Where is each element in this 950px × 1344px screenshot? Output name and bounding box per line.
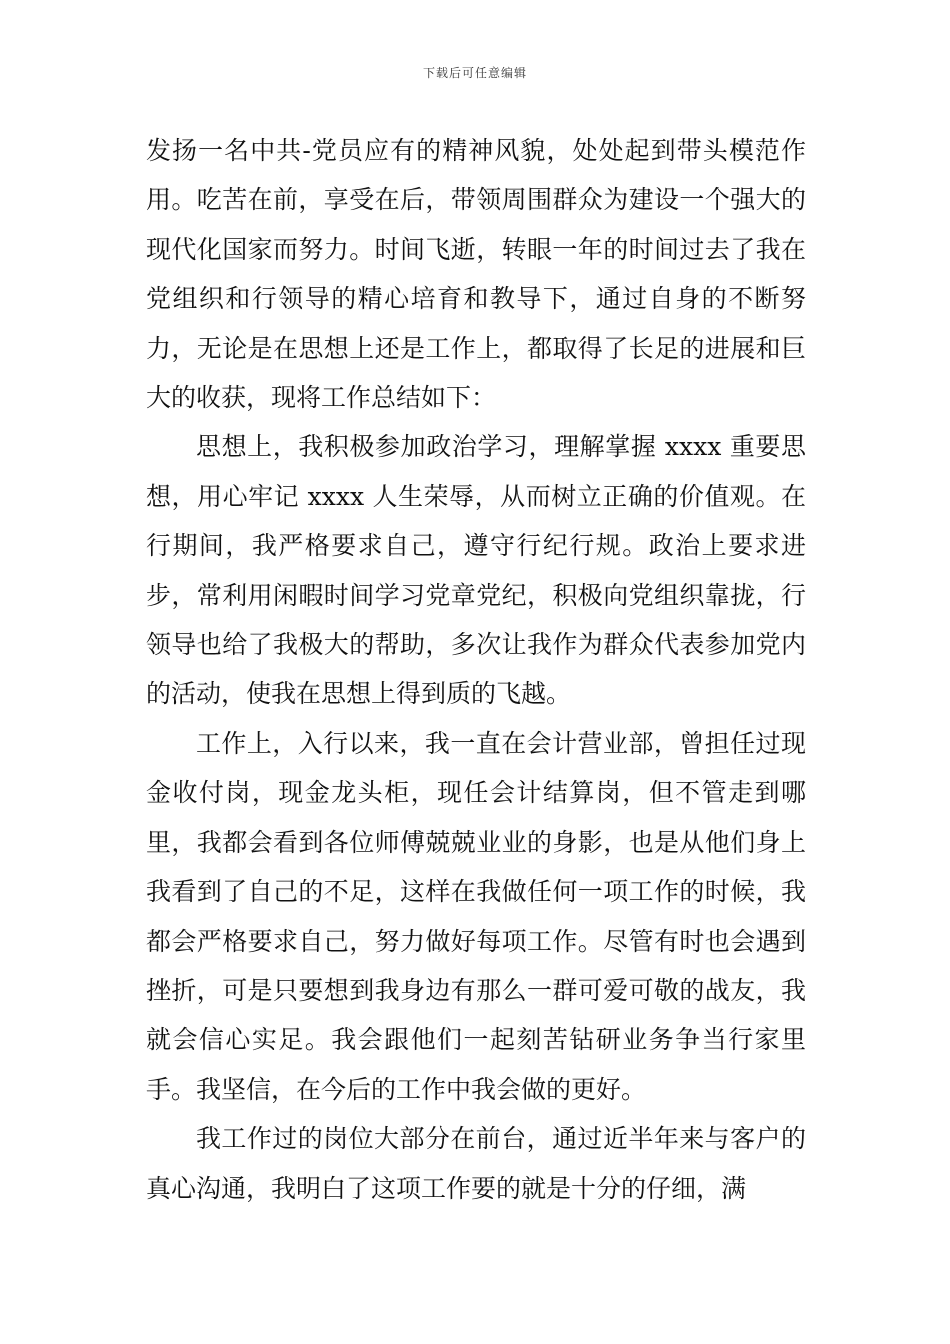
document-body: [146, 126, 806, 1213]
paragraph-2: 思想上，我积极参加政治学习，理解掌握 xxxx 重要思想，用心牢记 xxxx 人生荣辱，从而树立正确的价值观。在行期间，我严格要求自己，遵守行纪行规。政治上要求进步，常利用闲暇时间学习党章党纪，积极向党组织靠拢，行领导也给了我极大的帮助，多次让我作为群众代表参加党内的活动，使我在思想上得到质的飞越。: [146, 432, 806, 709]
paragraph-1: 发扬一名中共-党员应有的精神风貌，处处起到带头模范作用。吃苦在前，享受在后，带领周围群众为建设一个强大的现代化国家而努力。时间飞逝，转眼一年的时间过去了我在党组织和行领导的精心培育和教导下，通过自身的不断努力，无论是在思想上还是工作上，都取得了长足的进展和巨大的收获，现将工作总结如下：: [146, 136, 806, 413]
page-header: 下载后可任意编辑: [422, 66, 527, 80]
paragraph-3: 工作上，入行以来，我一直在会计营业部，曾担任过现金收付岗，现金龙头柜，现任会计结算岗，但不管走到哪里，我都会看到各位师傅兢兢业业的身影，也是从他们身上我看到了自己的不足，这样在我做任何一项工作的时候，我都会严格要求自己，努力做好每项工作。尽管有时也会遇到挫折，可是只要想到我身边有那么一群可爱可敬的战友，我就会信心实足。我会跟他们一起刻苦钻研业务争当行家里手。我坚信，在今后的工作中我会做的更好。: [146, 728, 806, 1104]
paragraph-4: 我工作过的岗位大部分在前台，通过近半年来与客户的真心沟通，我明白了这项工作要的就是十分的仔细，满: [146, 1124, 806, 1203]
